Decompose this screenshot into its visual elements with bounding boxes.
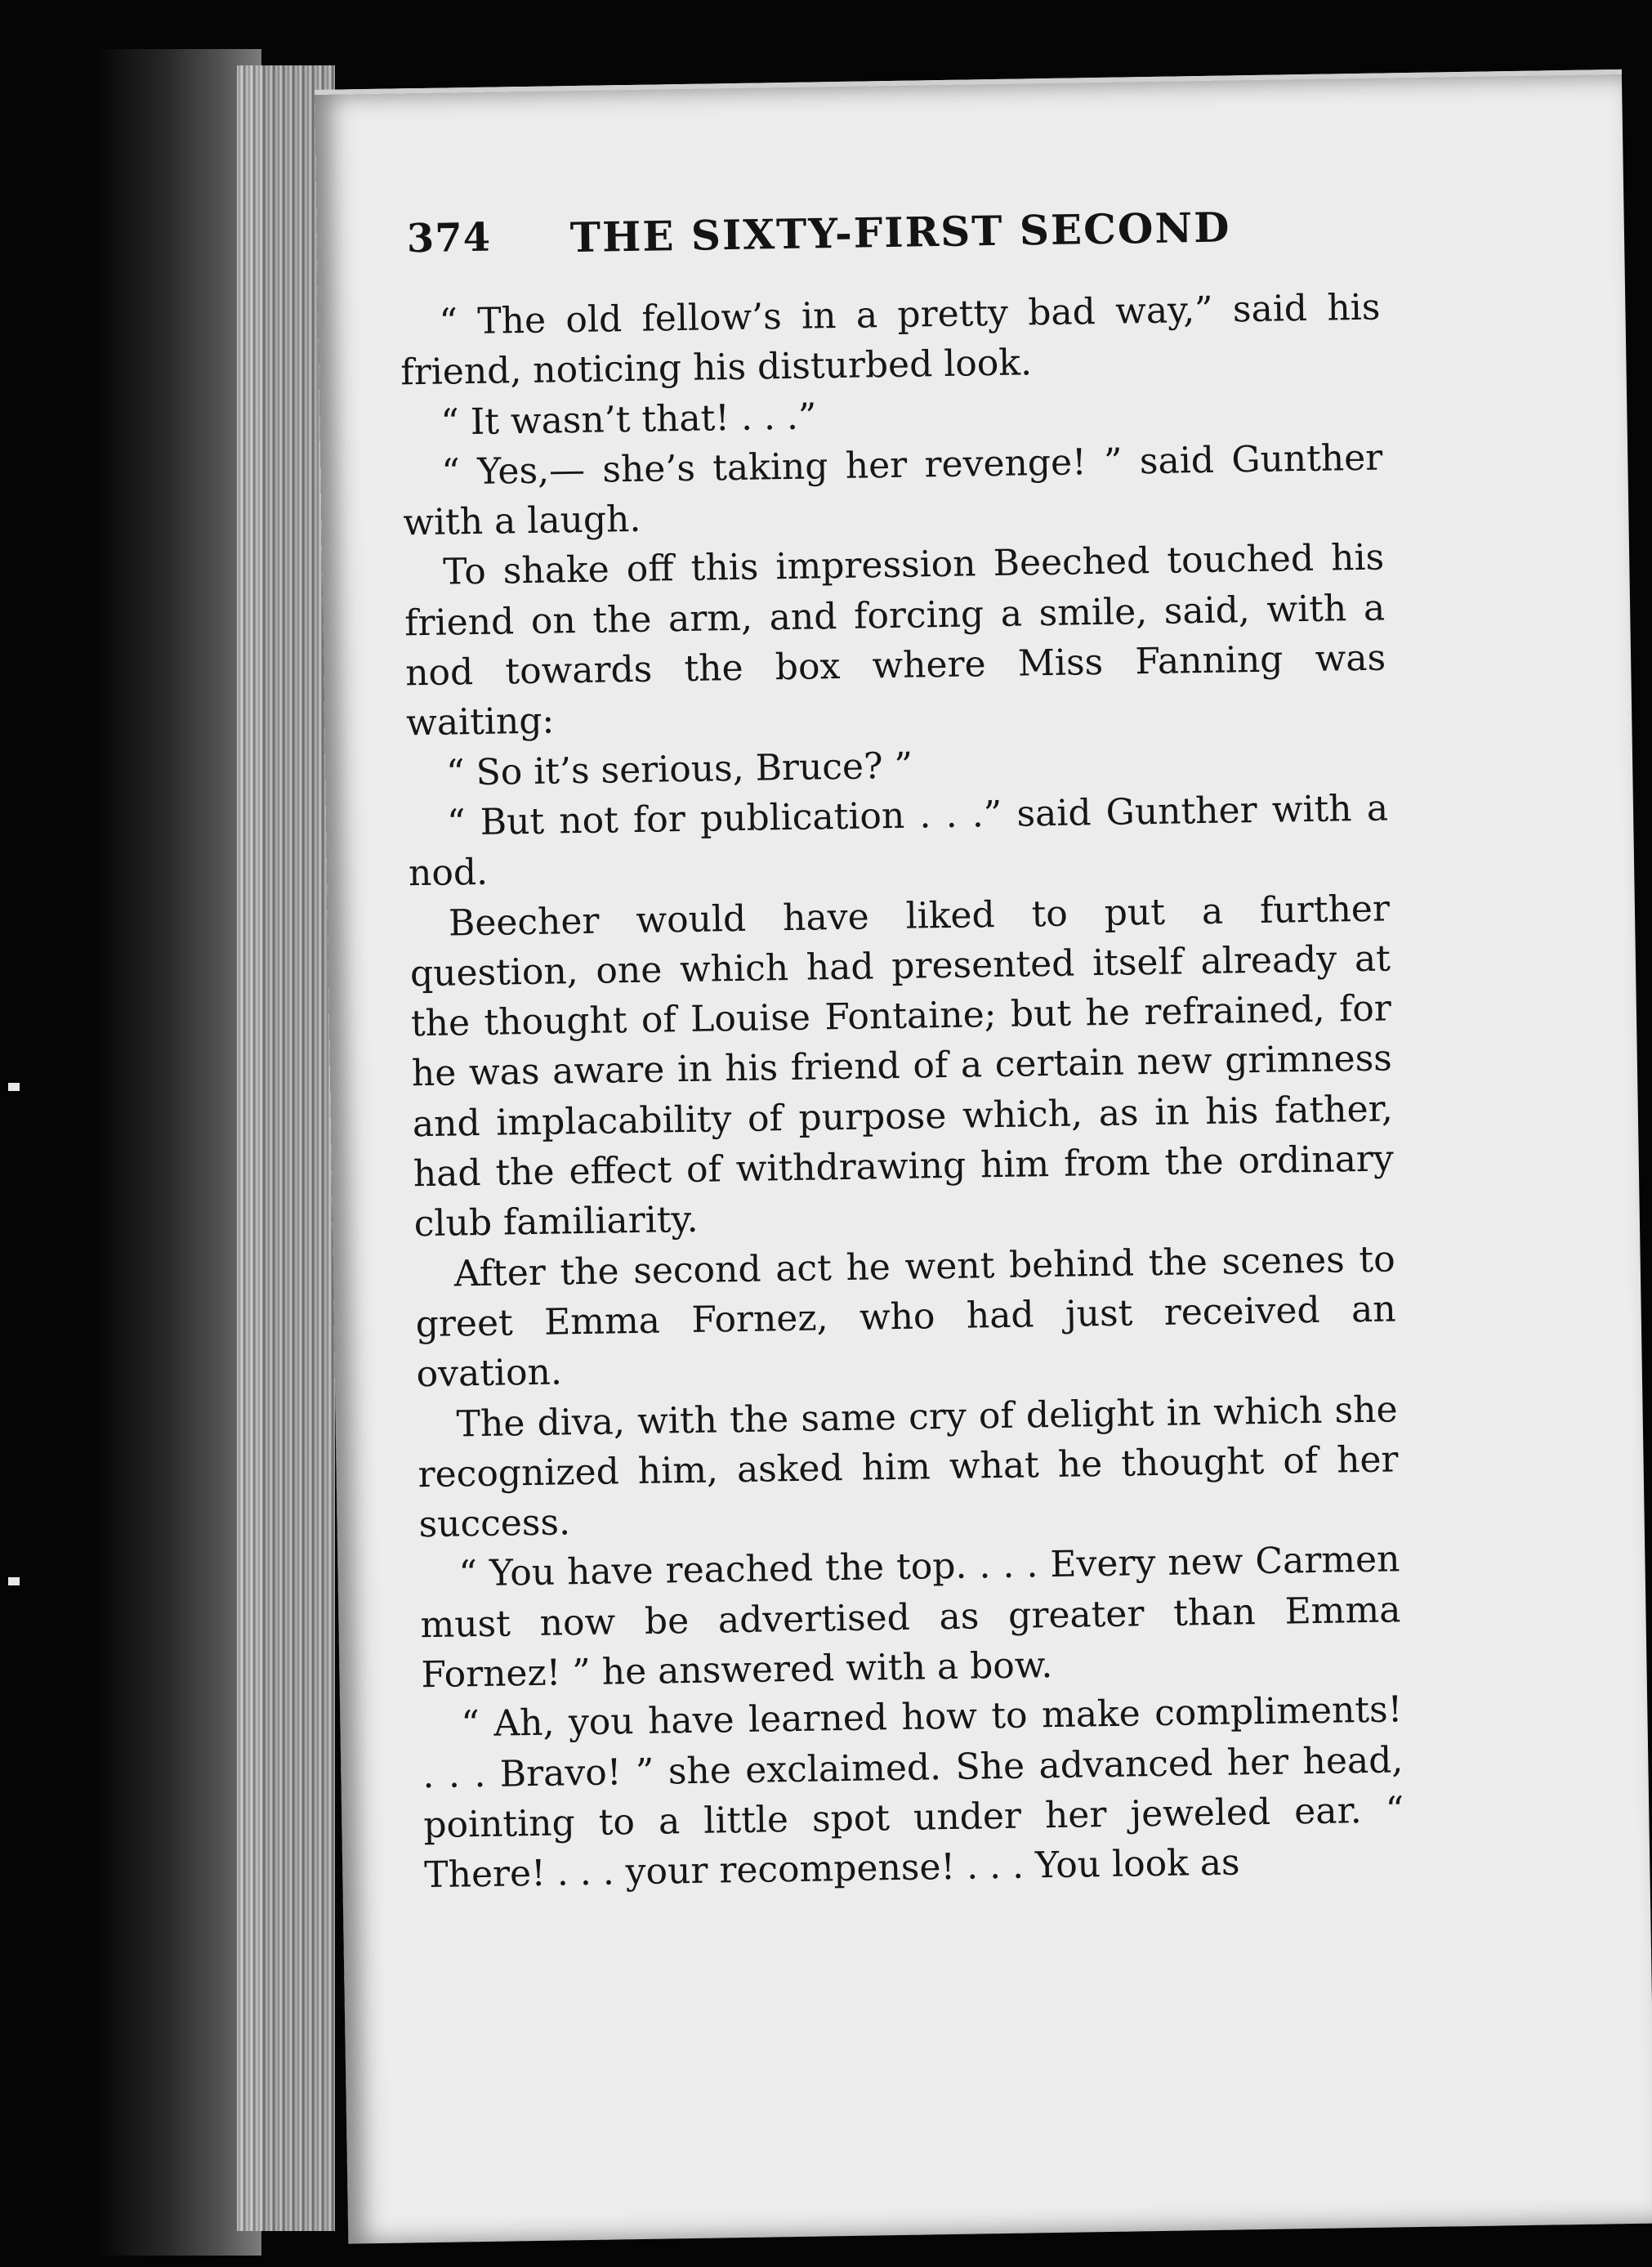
paragraph: To shake off this impression Beeched touched his friend on the arm, and forcing a smile, said, with a nod towards the box where Miss Fanning was waiting:	[404, 536, 1386, 744]
paragraph: After the second act he went behind the scenes to greet Emma Fornez, who had just received an ovation.	[415, 1238, 1396, 1396]
page-number: 374	[406, 214, 492, 262]
page-header	[406, 197, 1592, 262]
paragraph: “ But not for publication . . .” said Gunther with a nod.	[408, 787, 1389, 895]
paragraph: “ Yes,— she’s taking her revenge! ” said Gunther with a laugh.	[402, 436, 1383, 544]
paragraph: “ It wasn’t that! . . .”	[440, 395, 817, 444]
margin-speck	[8, 1577, 20, 1585]
paragraph: “ Ah, you have learned how to make compliments! . . . Bravo! ” she exclaimed. She advanced her head, pointing to a little spot under her jeweled ear. “ There! . . . your recompense! . . . You look as	[422, 1688, 1404, 1897]
paragraph: “ The old fellow’s in a pretty bad way,” said his friend, noticing his disturbed look.	[400, 286, 1381, 394]
book-page	[315, 69, 1652, 2244]
running-head: THE SIXTY-FIRST SECOND	[569, 203, 1231, 262]
body-text	[400, 283, 1405, 1901]
margin-speck	[8, 1083, 20, 1091]
paragraph: “ You have reached the top. . . . Every new Carmen must now be advertised as greater than Emma Fornez! ” he answered with a bow.	[420, 1538, 1401, 1697]
paragraph: The diva, with the same cry of delight in which she recognized him, asked him what he thought of her success.	[417, 1388, 1399, 1546]
paragraph: Beecher would have liked to put a further question, one which had presented itself already at the thought of Louise Fontaine; but he refrained, for he was aware in his friend of a certain new grimness and implacability of purpose which, as in his father, had the effect of withdrawing him from the ordinary club familiarity.	[409, 888, 1395, 1245]
paragraph: “ So it’s serious, Bruce? ”	[445, 744, 913, 794]
